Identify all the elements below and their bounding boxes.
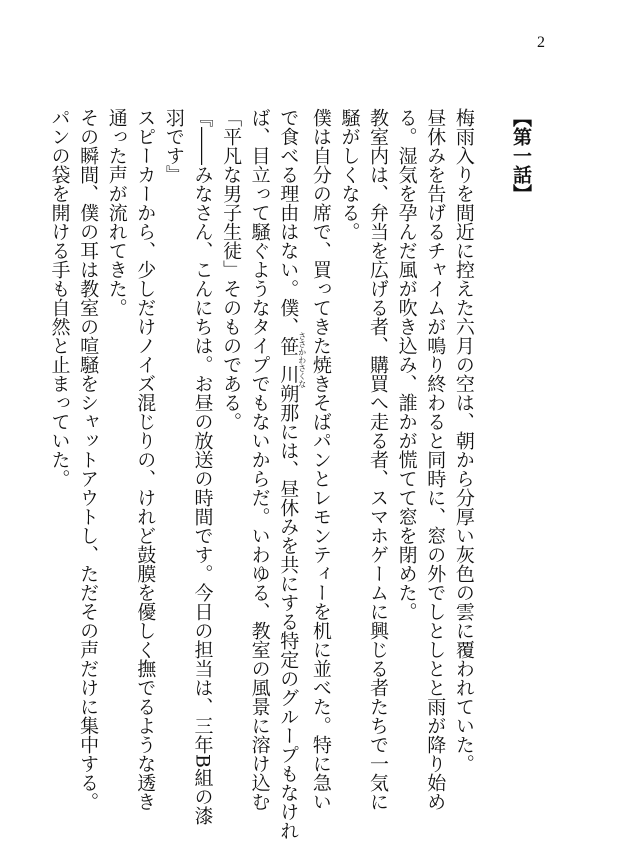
ruby-name	[277, 332, 307, 388]
text-line-with-ruby	[274, 108, 307, 840]
text-line: 梅雨入りを間近に控えた六月の空は、朝から分厚い灰色の雲に覆われていた。	[452, 108, 475, 773]
text-line: 騒がしくなる。	[338, 108, 361, 241]
vertical-text-block	[45, 108, 535, 840]
chapter-title: 【第一話】	[510, 108, 532, 203]
text-line: る。湿気を孕んだ風が吹き込み、誰かが慌てて窓を閉めた。	[395, 108, 418, 621]
text-line: ば、目立って騒ぐようなタイプでもないからだ。いわゆる、教室の風景に溶け込む	[248, 108, 271, 811]
text-line: 昼休みを告げるチャイムが鳴り終わると同時に、窓の外でしとしとと雨が降り始め	[424, 108, 447, 811]
text-line: 教室内は、弁当を広げる者、購買へ走る者、スマホゲームに興じる者たちで一気に	[367, 108, 390, 811]
text-segment: で食べる理由はない。僕、	[277, 108, 300, 336]
ruby-reading: ささかわさくな	[297, 332, 307, 388]
text-line: 通った声が流れてきた。	[105, 108, 128, 317]
text-line: パンの袋を開ける手も自然と止まっていた。	[48, 108, 71, 488]
text-line: その瞬間、僕の耳は教室の喧騒をシャットアウトし、ただその声だけに集中する。	[77, 108, 100, 811]
ruby-base: 笹川	[277, 332, 300, 388]
text-line: 『――みなさん、こんにちは。お昼の放送の時間です。今日の担当は、三年B組の漆	[191, 108, 214, 825]
page-number: 2	[537, 34, 545, 51]
text-line: スピーカーから、少しだけノイズ混じりの、けれど鼓膜を優しく撫でるような透き	[134, 108, 157, 811]
text-segment: 朔那には、昼休みを共にする特定のグループもなけれ	[277, 384, 300, 840]
text-line: 僕は自分の席で、買ってきた焼きそばパンとレモンティーを机に並べた。特に急い	[309, 108, 332, 811]
text-line: 「平凡な男子生徒」そのものである。	[220, 108, 243, 431]
text-line: 羽です』	[162, 108, 185, 184]
blank-line	[478, 108, 507, 808]
